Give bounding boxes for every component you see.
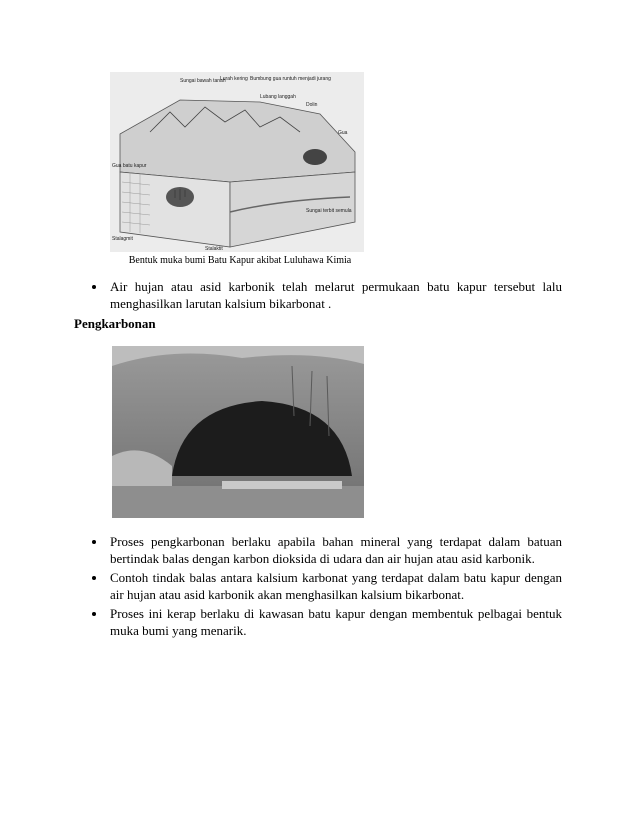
label-lubang-langgah: Lubang langgah: [260, 94, 296, 100]
label-sungai-bawah-tanah: Sungai bawah tanah: [180, 78, 226, 84]
bullet-icon: [92, 612, 96, 616]
bullet-list-2: [92, 533, 562, 641]
label-stalaktit: Stalaktit: [205, 246, 223, 252]
bullet-icon: [92, 540, 96, 544]
label-gua: Gua: [338, 130, 348, 136]
figure-caption: Bentuk muka bumi Batu Kapur akibat Luluhawa Kimia: [128, 255, 352, 266]
bullet-list-1: [92, 278, 562, 314]
bullet-icon: [92, 576, 96, 580]
label-bumbung-gua: Bumbung gua runtuh menjadi jurang: [250, 76, 331, 82]
section-heading: Pengkarbonan: [74, 316, 156, 331]
list-item: Air hujan atau asid karbonik telah melarut permukaan batu kapur tersebut lalu menghasilkan larutan kalsium bikarbonat .: [92, 278, 562, 312]
limestone-landform-diagram: [110, 72, 364, 252]
label-dolin: Dolin: [306, 102, 318, 108]
label-stalagmit: Stalagmit: [112, 236, 133, 242]
label-gua-batu-kapur: Gua batu kapur: [112, 163, 147, 169]
bullet-icon: [92, 285, 96, 289]
label-sungai-terbit: Sungai terbit semula: [306, 208, 352, 214]
list-item: Contoh tindak balas antara kalsium karbonat yang terdapat dalam batu kapur dengan air hujan atau asid karbonik akan menghasilkan kalsium bikarbonat.: [92, 569, 562, 603]
cave-photograph: [112, 346, 364, 518]
label-lurah-kering: Lurah kering: [220, 76, 248, 82]
list-item: Proses ini kerap berlaku di kawasan batu kapur dengan membentuk pelbagai bentuk muka bumi yang menarik.: [92, 605, 562, 639]
list-item: Proses pengkarbonan berlaku apabila bahan mineral yang terdapat dalam batuan bertindak balas dengan karbon dioksida di udara dan air hujan atau asid karbonik.: [92, 533, 562, 567]
